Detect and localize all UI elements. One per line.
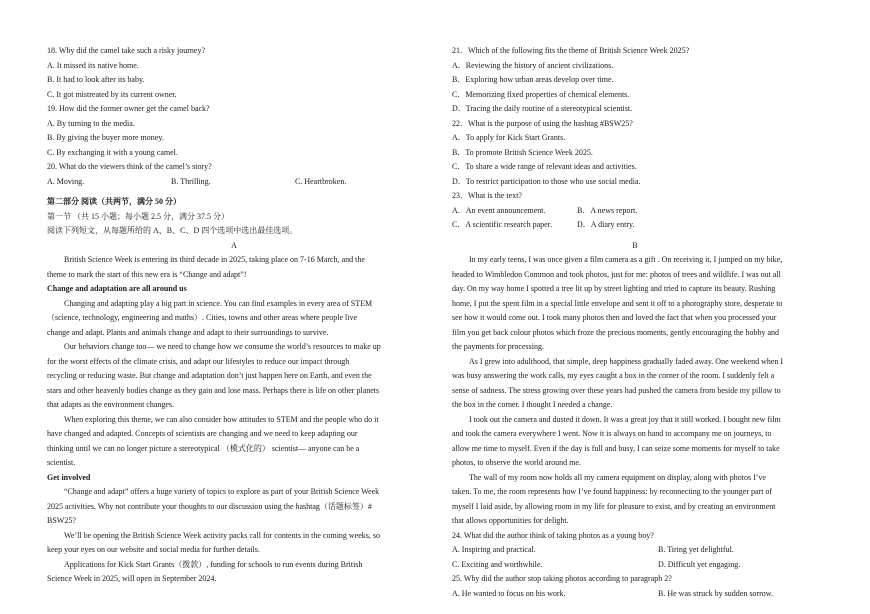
question-18-option-b: B. It had to look after its baby. xyxy=(47,75,145,84)
question-25-options-row-1 xyxy=(452,587,818,602)
passage-a-label: A xyxy=(231,240,237,250)
passage-a-line: that adapts as the environment changes. xyxy=(47,400,175,409)
passage-b-line: was busy answering the work calls, my eyes caught a box in the corner of the room. I suddenly felt a xyxy=(452,371,775,380)
question-23-option-d: D．A diary entry. xyxy=(577,220,635,229)
part-title: 第二部分 阅读（共两节，满分 50 分） xyxy=(47,197,181,206)
question-23-stem: 23．What is the text? xyxy=(452,191,522,200)
passage-a-line: （science, technology, engineering and maths）. Cities, towns and other areas where people live xyxy=(47,313,358,322)
question-23-option-b: B．A news report. xyxy=(577,205,638,215)
passage-b-line: and took the camera everywhere I went. Now it is always on hand to accompany me on journeys, to xyxy=(452,429,772,438)
passage-a-heading: Get involved xyxy=(47,472,91,482)
question-22-option-a: A．To apply for Kick Start Grants. xyxy=(452,133,566,142)
question-25-stem: 25. Why did the author stop taking photos according to paragraph 2? xyxy=(452,574,672,583)
passage-a-line: theme to mark the start of this new era is “Change and adapt”! xyxy=(47,269,247,279)
passage-b-line: sense of sadness. The stress growing over these years had pushed the camera from beside my pillow to xyxy=(452,385,781,395)
question-18-option-c: C. It got mistreated by its current owner. xyxy=(47,89,177,99)
passage-b-line: As I grew into adulthood, that simple, deep happiness gradually faded away. One weekend when I xyxy=(469,356,784,366)
question-20-stem: 20. What do the viewers think of the camel’s story? xyxy=(47,162,212,171)
passage-b-line: I took out the camera and dusted it down. It was a great joy that it still worked. I bought new film xyxy=(469,414,781,424)
passage-b-line: the box in the corner. I thought I needed a change. xyxy=(452,400,613,409)
question-19-option-b: B. By giving the buyer more money. xyxy=(47,133,164,142)
passage-b-line: that allows opportunities for delight. xyxy=(452,516,569,525)
question-23-options-row-2 xyxy=(452,218,818,233)
question-20-option-b: B. Thrilling. xyxy=(171,176,211,186)
passage-b-line: The wall of my room now holds all my camera equipment on display, along with photos I’ve xyxy=(469,472,766,482)
question-18-stem: 18. Why did the camel take such a risky journey? xyxy=(47,46,206,55)
passage-b-line: headed to Wimbledon Common and took photos, just for me: photos of trees and wildlife. I was out all xyxy=(452,269,781,279)
passage-a-line: Science Week in 2025, will open in September 2024. xyxy=(47,574,217,583)
passage-b-line: photos, to observe the world around me. xyxy=(452,458,581,467)
passage-b-line: see how it would come out. I took many photos then and loved the fact that when you processed your xyxy=(452,313,777,322)
question-25-option-a: A. He wanted to focus on his work. xyxy=(452,588,566,598)
question-24-options-row-1 xyxy=(452,543,818,558)
question-21-option-d: D．Tracing the daily routine of a stereotypical scientist. xyxy=(452,104,633,113)
passage-a-line: change and adapt. Plants and animals change and adapt to their surroundings to survive. xyxy=(47,327,329,337)
question-23-option-a: A．An event announcement. xyxy=(452,205,546,215)
passage-b-line: film you get back colour photos which froze the precious moments, gently encouraging the hobby and xyxy=(452,327,780,337)
passage-a-line: scientist. xyxy=(47,458,76,467)
question-19-stem: 19. How did the former owner get the camel back? xyxy=(47,104,210,113)
question-20-option-a: A. Moving. xyxy=(47,176,85,186)
passage-a-line: for the worst effects of the climate crisis, and adapt our lifestyles to reduce our impact through xyxy=(47,356,350,366)
passage-a-line: recycling or reducing waste. But change and adaptation don’t just happen here on Earth, and even the xyxy=(47,371,372,380)
passage-a-line: keep your eyes on our website and social media for further details. xyxy=(47,545,260,554)
question-25-option-b: B. He was struck by sudden sorrow. xyxy=(658,588,774,598)
question-24-stem: 24. What did the author think of taking photos as a young boy? xyxy=(452,530,654,540)
passage-a-line: Changing and adapting play a big part in science. You can find examples in every area of STEM xyxy=(64,298,373,308)
passage-b-line: the payments for processing. xyxy=(452,342,544,351)
question-18-option-a: A. It missed its native home. xyxy=(47,60,139,70)
passage-a-line: BSW25? xyxy=(47,516,76,525)
passage-b-line: allow me time to myself. Even if the day is full and busy, I can seize some moments for myself to take xyxy=(452,443,780,453)
passage-a-line: We’ll be opening the British Science Week activity packs call for contents in the coming weeks, so xyxy=(64,530,381,540)
passage-a-line: thinking until we can no longer picture a stereotypical （模式化的） scientist— anyone can be a xyxy=(47,443,360,453)
question-23-option-c: C．A scientific research paper. xyxy=(452,220,552,229)
question-20-option-c: C. Heartbroken. xyxy=(295,176,347,186)
left-column xyxy=(47,44,421,587)
passage-a-heading: Change and adaptation are all around us xyxy=(47,284,187,293)
section-title: 第一节 （共 15 小题；每小题 2.5 分，满分 37.5 分） xyxy=(47,211,229,221)
question-22-option-c: C．To share a wide range of relevant ideas and activities. xyxy=(452,162,637,171)
passage-b-line: taken. To me, the room represents how I’ve found happiness: by reconnecting to the younger part of xyxy=(452,487,773,496)
question-24-option-d: D. Difficult yet engaging. xyxy=(658,559,741,569)
question-24-option-c: C. Exciting and worthwhile. xyxy=(452,559,543,569)
passage-a-line: Applications for Kick Start Grants（拨款）, funding for schools to run events during British xyxy=(64,559,363,569)
passage-a-line: stars and other heavenly bodies change as they gain and lose mass. Perhaps there is life on other planets xyxy=(47,385,380,395)
question-23-options-row-1 xyxy=(452,204,818,219)
passage-a-line: British Science Week is entering its third decade in 2025, taking place on 7-16 March, and the xyxy=(64,255,365,264)
passage-b-line: myself I laid aside, by allowing room in my life for pleasure to exist, and by creating an environment xyxy=(452,501,776,511)
question-24-option-a: A. Inspiring and practical. xyxy=(452,545,536,554)
right-column xyxy=(452,44,818,601)
question-22-stem: 22．What is the purpose of using the hashtag #BSW25? xyxy=(452,118,633,128)
question-19-option-c: C. By exchanging it with a young camel. xyxy=(47,147,178,157)
question-22-option-d: D．To restrict participation to those who use social media. xyxy=(452,176,641,186)
passage-a-line: have changed and adapted. Concepts of scientists are changing and we need to keep adapting our xyxy=(47,429,358,438)
passage-a-line: Our behaviors change too— we need to change how we consume the world’s resources to make up xyxy=(64,342,381,351)
reading-instruction: 阅读下列短文，从每题所给的 A、B、C、D 四个选项中选出最佳选项。 xyxy=(47,226,298,235)
question-24-options-row-2 xyxy=(452,558,818,573)
question-21-option-c: C．Memorizing fixed properties of chemical elements. xyxy=(452,89,630,99)
passage-b-label: B xyxy=(632,240,638,250)
passage-a-line: “Change and adapt” offers a huge variety of topics to explore as part of your British Science Week xyxy=(64,487,380,496)
passage-b-line: In my early teens, I was once given a film camera as a gift . On receiving it, I jumped on my bike, xyxy=(469,255,783,264)
question-21-option-a: A．Reviewing the history of ancient civilizations. xyxy=(452,60,614,70)
question-21-option-b: B．Exploring how urban areas develop over time. xyxy=(452,75,614,84)
question-20-options xyxy=(47,175,421,190)
passage-b-line: day. On my way home I spotted a tree lit up by street lighting and tried to capture its beauty. Rushing xyxy=(452,284,776,293)
question-24-option-b: B. Tiring yet delightful. xyxy=(658,545,734,554)
question-19-option-a: A. By turning to the media. xyxy=(47,118,135,128)
passage-a-line: 2025 activities. Why not contribute your thoughts to our discussion using the hashtag（话题标签）# xyxy=(47,501,372,511)
question-22-option-b: B．To promote British Science Week 2025. xyxy=(452,147,593,157)
passage-a-line: When exploring this theme, we can also consider how attitudes to STEM and the people who do it xyxy=(64,414,379,424)
question-21-stem: 21．Which of the following fits the theme of British Science Week 2025? xyxy=(452,46,690,55)
passage-b-line: home, I put the spent film in a special little envelope and sent it off to a photography store, desperate to xyxy=(452,298,783,308)
